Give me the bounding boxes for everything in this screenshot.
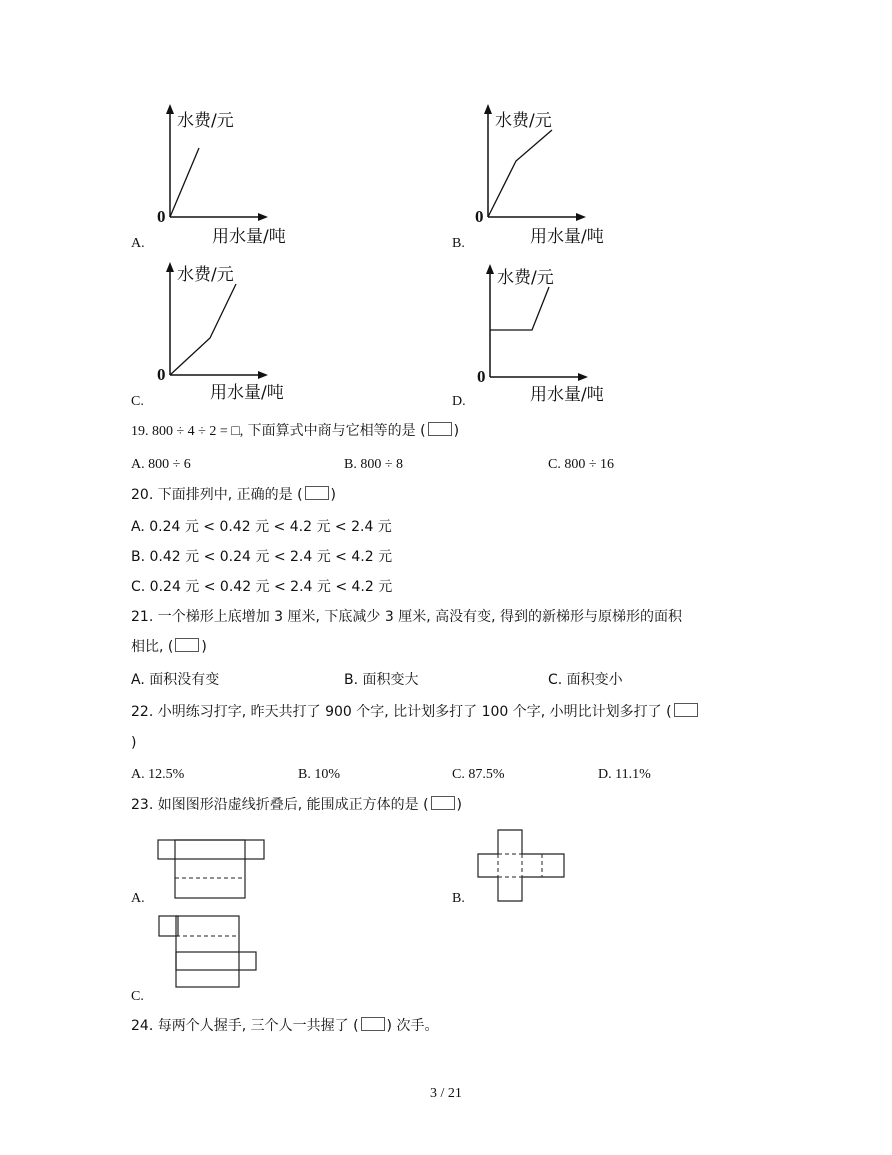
- graph-d: [450, 260, 620, 414]
- option-letter-a[interactable]: A.: [131, 236, 145, 251]
- option-23-c[interactable]: C.: [131, 989, 144, 1004]
- cube-net-b: [476, 828, 568, 904]
- graph-c-svg: [130, 258, 300, 408]
- question-21-text: 相比, (: [131, 639, 174, 655]
- question-20-text: 20. 下面排列中, 正确的是 (: [131, 487, 303, 503]
- question-20-stem: [131, 486, 336, 504]
- graph-b-svg: [448, 100, 618, 250]
- question-21-stem-line2: [131, 638, 207, 656]
- option-22-c[interactable]: C. 87.5%: [452, 767, 505, 782]
- question-23-stem: [131, 796, 462, 814]
- question-24-end: ) 次手。: [386, 1018, 439, 1034]
- option-22-d[interactable]: D. 11.1%: [598, 767, 651, 782]
- option-19-c[interactable]: C. 800 ÷ 16: [548, 457, 615, 472]
- question-24-stem: [131, 1017, 438, 1035]
- answer-blank[interactable]: [305, 486, 329, 500]
- origin-label: 0: [475, 207, 484, 226]
- question-20-end: ): [330, 487, 336, 503]
- question-21-stem-line1: 21. 一个梯形上底增加 3 厘米, 下底减少 3 厘米, 高没有变, 得到的新梯形与原梯形的面积: [131, 609, 683, 625]
- question-19-end: ): [453, 423, 460, 439]
- question-22-text: 22. 小明练习打字, 昨天共打了 900 个字, 比计划多打了 100 个字, 小明比计划多打了 (: [131, 704, 672, 720]
- option-22-a[interactable]: A. 12.5%: [131, 767, 185, 782]
- origin-label: 0: [157, 207, 166, 226]
- y-axis-label: 水费/元: [495, 111, 552, 131]
- option-20-c[interactable]: C. 0.24 元 < 0.42 元 < 2.4 元 < 4.2 元: [131, 579, 393, 595]
- option-20-a[interactable]: A. 0.24 元 < 0.42 元 < 4.2 元 < 2.4 元: [131, 519, 392, 535]
- question-22-stem-line1: [131, 703, 700, 721]
- graph-a-svg: [130, 100, 300, 250]
- option-letter-b[interactable]: B.: [452, 236, 465, 251]
- question-22-stem-line2: ): [131, 735, 137, 751]
- option-letter-d[interactable]: D.: [452, 394, 466, 409]
- option-23-b[interactable]: B.: [452, 891, 465, 906]
- answer-blank[interactable]: [428, 422, 452, 436]
- y-axis-label: 水费/元: [177, 111, 234, 131]
- question-24-text: 24. 每两个人握手, 三个人一共握了 (: [131, 1018, 359, 1034]
- question-23-end: ): [456, 797, 462, 813]
- x-axis-label: 用水量/吨: [530, 227, 604, 247]
- question-19-stem: [131, 422, 459, 441]
- graph-c: [130, 258, 300, 412]
- answer-blank[interactable]: [431, 796, 455, 810]
- option-21-a[interactable]: A. 面积没有变: [131, 672, 220, 688]
- option-19-b[interactable]: B. 800 ÷ 8: [344, 457, 404, 472]
- question-21-end: ): [201, 639, 207, 655]
- y-axis-label: 水费/元: [497, 268, 554, 288]
- graph-d-svg: [450, 260, 620, 410]
- option-letter-c[interactable]: C.: [131, 394, 144, 409]
- answer-blank[interactable]: [361, 1017, 385, 1031]
- answer-blank[interactable]: [674, 703, 698, 717]
- y-axis-label: 水费/元: [177, 265, 234, 285]
- x-axis-label: 用水量/吨: [530, 385, 604, 405]
- answer-blank[interactable]: [175, 638, 199, 652]
- option-20-b[interactable]: B. 0.42 元 < 0.24 元 < 2.4 元 < 4.2 元: [131, 549, 393, 565]
- cube-net-c: [157, 914, 259, 990]
- question-19-expr: 19. 800 ÷ 4 ÷ 2 = □,: [131, 424, 244, 439]
- cube-net-a: [156, 838, 268, 902]
- option-23-a[interactable]: A.: [131, 891, 145, 906]
- option-21-c[interactable]: C. 面积变小: [548, 672, 623, 688]
- origin-label: 0: [477, 367, 486, 386]
- question-19-text: 下面算式中商与它相等的是 (: [247, 423, 426, 439]
- option-19-a[interactable]: A. 800 ÷ 6: [131, 457, 191, 472]
- option-21-b[interactable]: B. 面积变大: [344, 672, 419, 688]
- x-axis-label: 用水量/吨: [212, 227, 286, 247]
- x-axis-label: 用水量/吨: [210, 383, 284, 403]
- graph-b: [448, 100, 618, 254]
- option-22-b[interactable]: B. 10%: [298, 767, 340, 782]
- graph-a: [130, 100, 300, 254]
- page-number: 3 / 21: [430, 1086, 462, 1101]
- origin-label: 0: [157, 365, 166, 384]
- question-23-text: 23. 如图图形沿虚线折叠后, 能围成正方体的是 (: [131, 797, 429, 813]
